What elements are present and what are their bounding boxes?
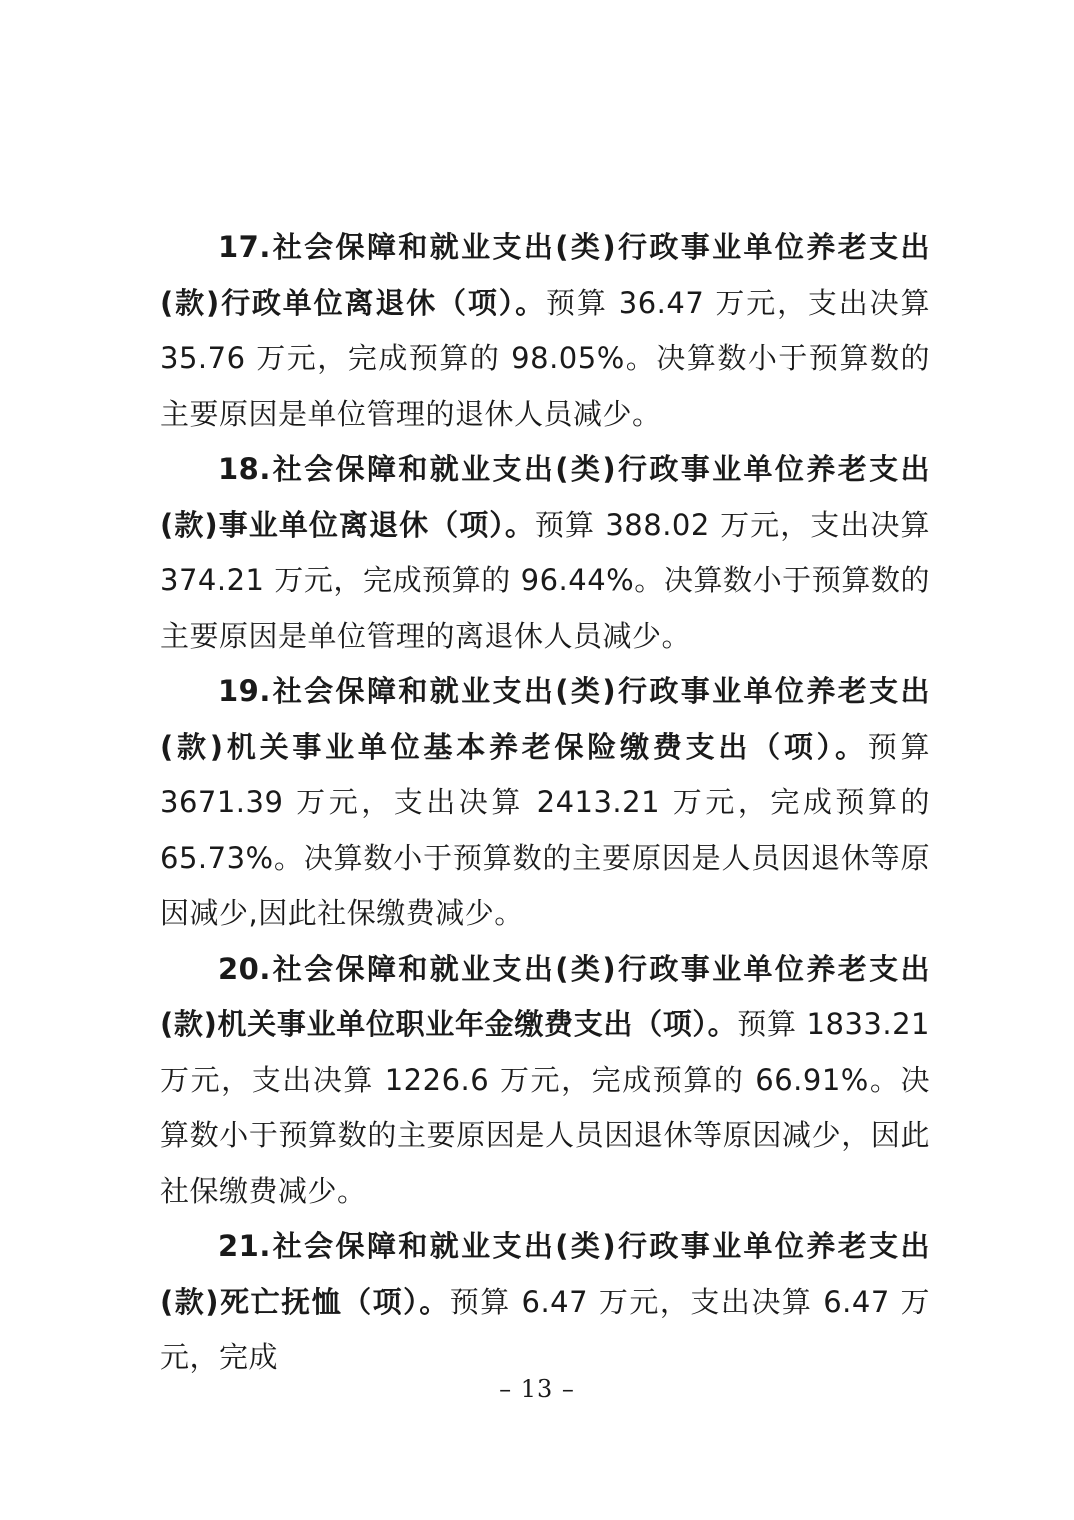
paragraph-20 — [160, 942, 930, 1220]
paragraph-heading: 18.社会保障和就业支出(类)行政事业单位养老支出(款)事业单位离退休（项）。 — [160, 452, 930, 542]
paragraph-19 — [160, 664, 930, 942]
paragraph-text: 预算 36.47 万元，支出决算 35.76 万元，完成预算的 98.05%。决算数小于预算数的主要原因是单位管理的退休人员减少。 — [160, 285, 930, 431]
paragraph-heading: 17.社会保障和就业支出(类)行政事业单位养老支出(款)行政单位离退休（项）。 — [160, 230, 930, 320]
paragraph-text: 预算 1833.21 万元，支出决算 1226.6 万元，完成预算的 66.91%。决算数小于预算数的主要原因是人员因退休等原因减少，因此社保缴费减少。 — [160, 1007, 930, 1208]
paragraph-21 — [160, 1219, 930, 1386]
paragraph-text: 预算 388.02 万元，支出决算 374.21 万元，完成预算的 96.44%。决算数小于预算数的主要原因是单位管理的离退休人员减少。 — [160, 507, 930, 653]
paragraph-heading: 20.社会保障和就业支出(类)行政事业单位养老支出(款)机关事业单位职业年金缴费支出（项）。 — [160, 951, 930, 1041]
paragraph-heading: 21.社会保障和就业支出(类)行政事业单位养老支出(款)死亡抚恤（项）。 — [160, 1229, 930, 1319]
paragraph-text: 预算 3671.39 万元，支出决算 2413.21 万元，完成预算的 65.73%。决算数小于预算数的主要原因是人员因退休等原因减少,因此社保缴费减少。 — [160, 729, 930, 930]
paragraph-heading: 19.社会保障和就业支出(类)行政事业单位养老支出(款)机关事业单位基本养老保险缴费支出（项）。 — [160, 674, 930, 764]
page-number: – 13 – — [499, 1375, 575, 1403]
paragraph-17 — [160, 220, 930, 442]
paragraph-text: 预算 6.47 万元，支出决算 6.47 万元，完成 — [160, 1284, 931, 1374]
paragraph-18 — [160, 442, 930, 664]
document-body — [160, 220, 930, 1386]
